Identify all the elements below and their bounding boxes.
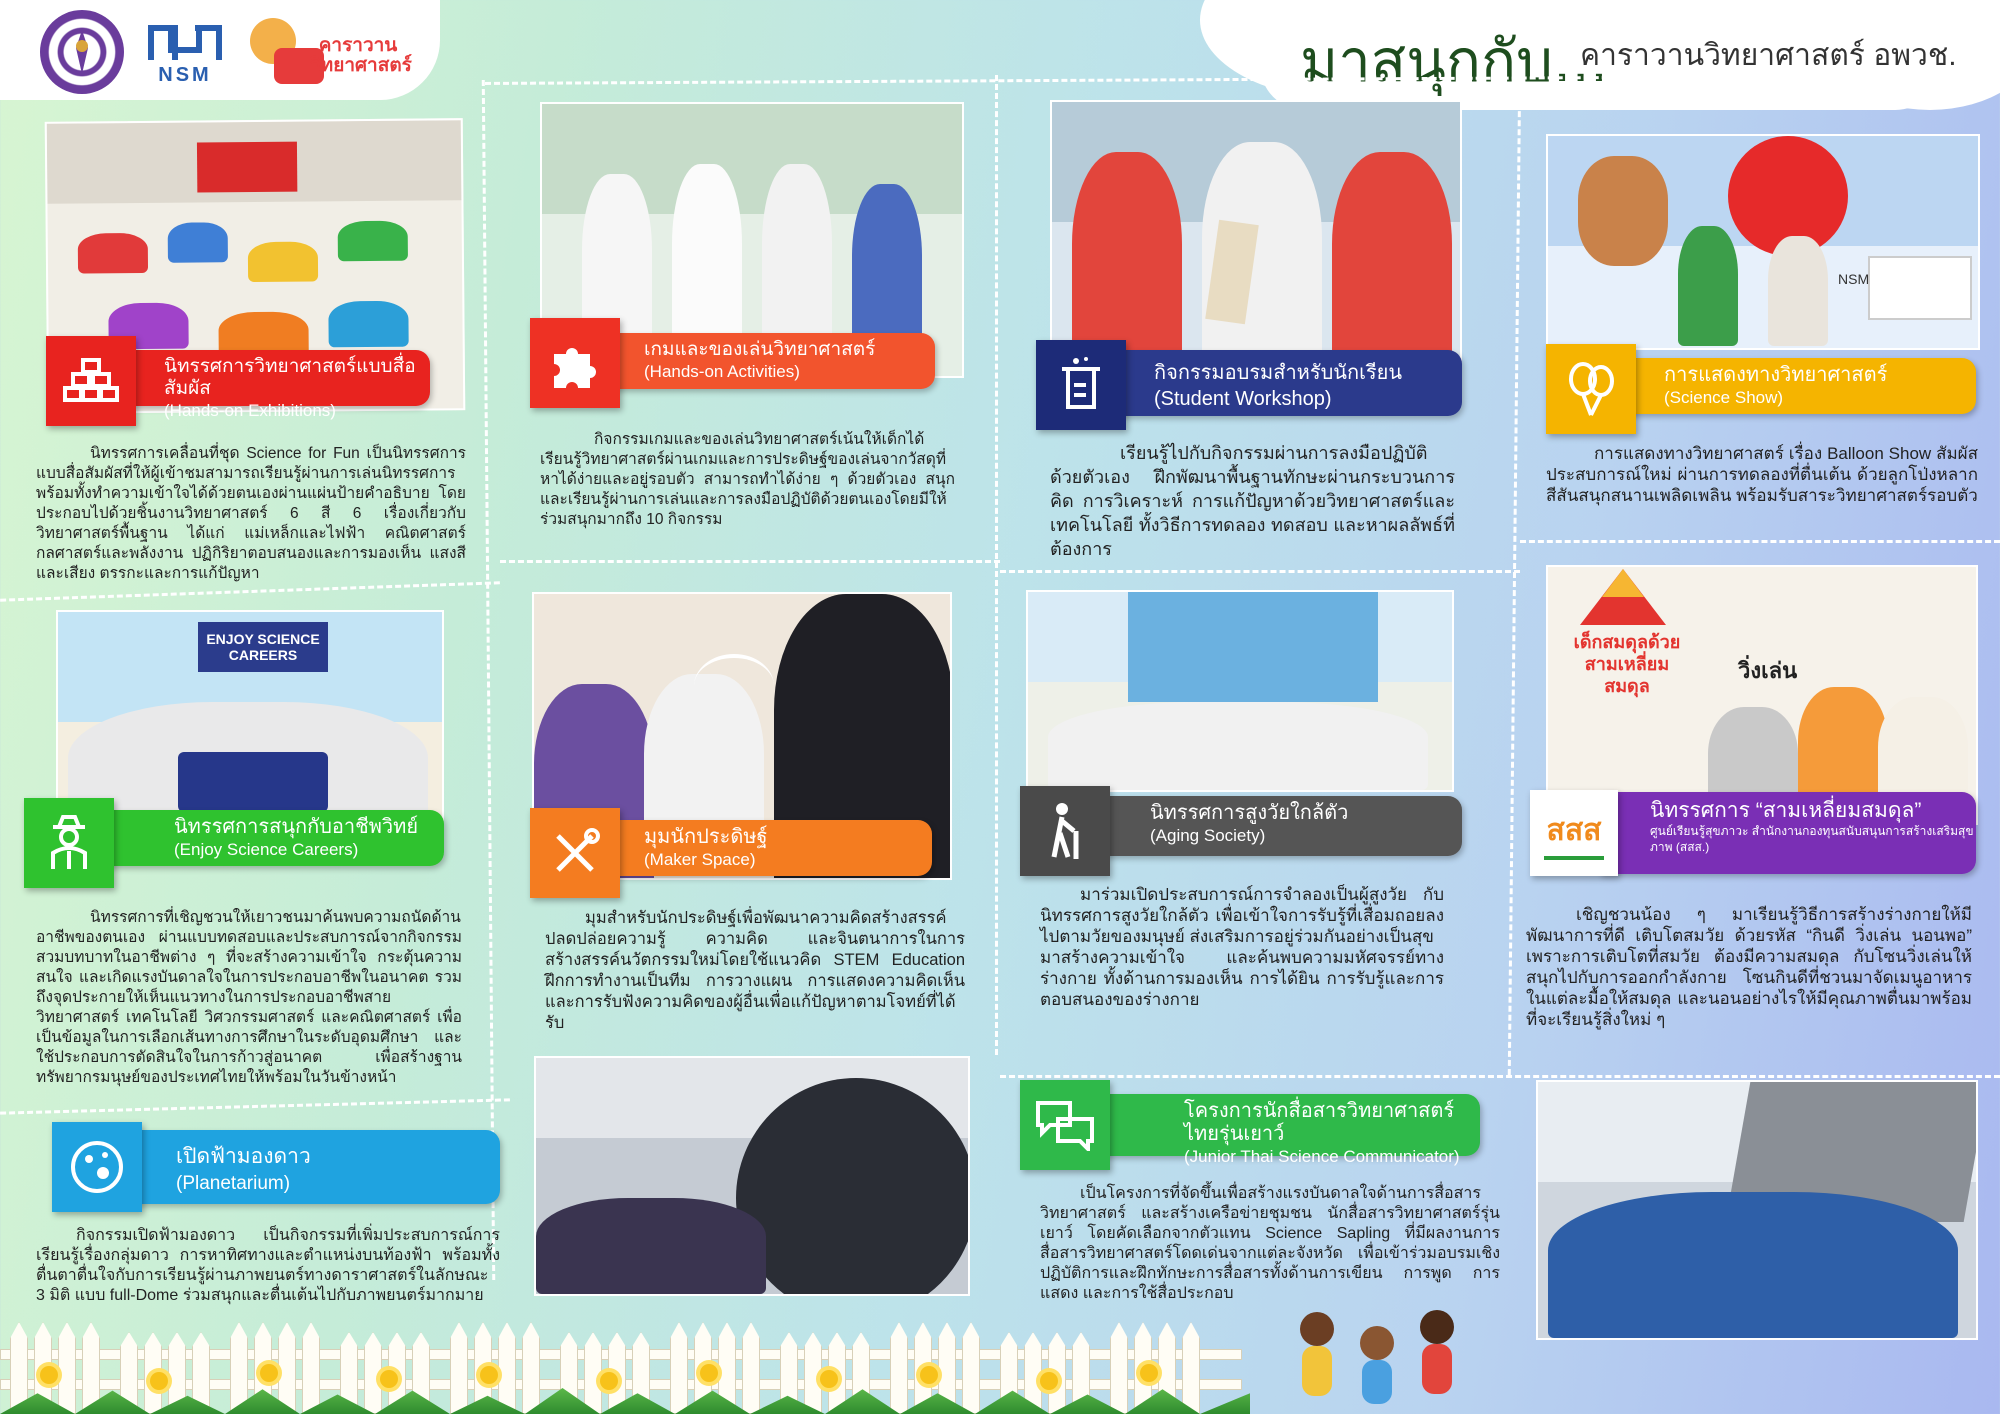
page-subtitle: คาราวานวิทยาศาสตร์ อพวช. (1580, 39, 1957, 72)
photo-balance-triangle: เด็กสมดุลด้วย สามเหลี่ยม สมดุล วิ่งเล่น (1546, 565, 1978, 825)
kids-illustration (1290, 1306, 1480, 1406)
section-title-aging: นิทรรศการสูงวัยใกล้ตัว (Aging Society) (1066, 796, 1462, 856)
moon-icon (52, 1122, 142, 1212)
divider (1000, 1075, 2000, 1078)
elder-icon (1020, 786, 1110, 876)
beaker-icon (1036, 340, 1126, 430)
tools-icon (530, 808, 620, 898)
section-title-exhibitions: นิทรรศการวิทยาศาสตร์แบบสื่อสัมผัส (Hands-on Exhibitions) (80, 350, 430, 406)
ministry-seal-logo (40, 10, 124, 94)
fence-decoration (0, 1314, 1250, 1414)
farmer-icon (24, 798, 114, 888)
divider (1520, 540, 2000, 543)
balloon-icon (1546, 344, 1636, 434)
section-title-activities: เกมและของเล่นวิทยาศาสตร์ (Hands-on Activities) (560, 333, 935, 389)
section-text-aging: มาร่วมเปิดประสบการณ์การจำลองเป็นผู้สูงวัย กับ นิทรรศการสูงวัยใกล้ตัว เพื่อเข้าใจการรับรู้ที่เสื่อมถอยลงไปตามวัยของมนุษย์ ส่งเสริมการอยู่ร่วมกันอย่างเป็นสุข มาสร้างความเข้าใจ และค้นพบความมหัศจรรย์ทางร่างกาย ทั้งด้านการมองเห็น การได้ยิน การรับรู้และการ ตอบสนองของร่างกาย (1040, 885, 1444, 1009)
divider (1508, 75, 1521, 1075)
section-title-planetarium: เปิดฟ้ามองดาว (Planetarium) (100, 1130, 500, 1204)
section-text-workshop: เรียนรู้ไปกับกิจกรรมผ่านการลงมือปฏิบัติด้วยตัวเอง ฝึกพัฒนาพื้นฐานทักษะผ่านกระบวนการคิด การวิเคราะห์ การแก้ปัญหาด้วยวิทยาศาสตร์และเทคโนโลยี ทั้งวิธีการทดลอง ทดสอบ และหาผลลัพธ์ที่ต้องการ (1050, 443, 1455, 559)
section-title-show: การแสดงทางวิทยาศาสตร์ (Science Show) (1580, 358, 1976, 414)
section-text-activities: กิจกรรมเกมและของเล่นวิทยาศาสตร์เน้นให้เด็กได้เรียนรู้วิทยาศาสตร์ผ่านเกมและการประดิษฐ์ของเล่นจากวัสดุที่หาได้ง่ายและอยู่รอบตัว สามารถทำได้ง่าย ๆ ด้วยตัวเอง สนุกและเรียนรู้ผ่านการเล่นและการลงมือปฏิบัติด้วยตนเองโดยมีให้ร่วมสนุกมากถึง 10 กิจกรรม (540, 431, 955, 528)
section-text-maker: มุมสำหรับนักประดิษฐ์เพื่อพัฒนาความคิดสร้างสรรค์ ปลดปล่อยความรู้ ความคิด และจินตนาการในการสร้างสรรค์นวัตกรรมใหม่โดยใช้แนวคิด STEM Education ฝึกการทำงานเป็นทีม การวางแผน การแสดงความคิดเห็นและการรับฟังความคิดของผู้อื่นเพื่อแก้ปัญหาตามโจทย์ที่ได้รับ (545, 909, 965, 1032)
logo-bar (0, 0, 440, 100)
nsm-logo: NSM (142, 10, 228, 96)
section-text-communicator: เป็นโครงการที่จัดขึ้นเพื่อสร้างแรงบันดาลใจด้านการสื่อสารวิทยาศาสตร์ และสร้างเครือข่ายชุมชน นักสื่อสารวิทยาศาสตร์รุ่นเยาว์ โดยคัดเลือกจากตัวแทน Science Sapling ที่มีผลงานการสื่อสารวิทยาศาสตร์โดดเด่นจากแต่ละจังหวัด เพื่อเข้าร่วมอบรมเชิงปฏิบัติการและฝึกทักษะการสื่อสารทั้งด้านการเขียน การพูด การแสดง และการใช้สื่อประกอบ (1040, 1185, 1500, 1302)
photo-balloon-show: NSM (1546, 134, 1980, 350)
blocks-icon (46, 336, 136, 426)
chat-icon (1020, 1080, 1110, 1170)
photo-planetarium-dome (534, 1056, 970, 1296)
section-title-maker: มุมนักประดิษฐ์ (Maker Space) (560, 820, 932, 876)
section-text-show: การแสดงทางวิทยาศาสตร์ เรื่อง Balloon Show สัมผัสประสบการณ์ใหม่ ผ่านการทดลองที่ตื่นเต้น ด้วยลูกโป่งหลากสีสันสนุกสนานเพลิดเพลิน พร้อมรับสาระวิทยาศาสตร์รอบตัว (1546, 444, 1978, 505)
page-title: มาสนุกกับ... (1300, 27, 1609, 95)
photo-science-careers: ENJOY SCIENCE CAREERS (56, 610, 444, 854)
section-text-careers: นิทรรศการที่เชิญชวนให้เยาวชนมาค้นพบความถนัดด้านอาชีพของตนเอง ผ่านแบบทดสอบและประสบการณ์จากกิจกรรมสวมบทบาทในอาชีพต่าง ๆ ที่จะสร้างความเข้าใจ กระตุ้นความสนใจ และเกิดแรงบันดาลใจในการประกอบอาชีพในอนาคต รวมถึงจุดประกายให้เห็นแนวทางในการประกอบอาชีพสายวิทยาศาสตร์ เทคโนโลยี วิศวกรรมศาสตร์ และคณิตศาสตร์ เพื่อเป็นข้อมูลในการเลือกเส้นทางการศึกษาในระดับอุดมศึกษา และใช้ประกอบการตัดสินใจในการก้าวสู่อนาคต เพื่อสร้างฐานทรัพยากรมนุษย์ของประเทศไทยให้พร้อมในวันข้างหน้า (36, 909, 462, 1086)
section-title-balance: นิทรรศการ “สามเหลี่ยมสมดุล” ศูนย์เรียนรู้สุขภาวะ สำนักงานกองทุนสนับสนุนการสร้างเสริมสุขภาพ (สสส.) (1600, 792, 1976, 874)
divider (995, 75, 998, 1055)
divider (1000, 570, 1520, 573)
divider (0, 581, 500, 601)
sss-logo: สสส (1530, 790, 1618, 876)
caravan-logo: คาราวาน วิทยาศาสตร์ (246, 8, 406, 94)
photo-aging-society (1026, 590, 1454, 792)
puzzle-icon (530, 318, 620, 408)
photo-communicator-group (1536, 1080, 1978, 1340)
divider (0, 1098, 510, 1114)
section-text-planetarium: กิจกรรมเปิดฟ้ามองดาว เป็นกิจกรรมที่เพิ่มประสบการณ์การเรียนรู้เรื่องกลุ่มดาว การหาทิศทางและตำแหน่งบนท้องฟ้า พร้อมทั้งตื่นตาตื่นใจกับการเรียนรู้ผ่านภาพยนตร์ทางดาราศาสตร์ในลักษณะ 3 มิติ แบบ full-Dome ร่วมสนุกและตื่นเต้นไปกับภาพยนตร์มากมาย (36, 1227, 500, 1304)
section-title-workshop: กิจกรรมอบรมสำหรับนักเรียน (Student Workshop) (1070, 350, 1462, 416)
section-text-exhibitions: นิทรรศการเคลื่อนที่ชุด Science for Fun เป็นนิทรรศการแบบสื่อสัมผัสที่ให้ผู้เข้าชมสามารถเรียนรู้ผ่านการเล่นนิทรรศการ พร้อมทั้งทำความเข้าใจได้ด้วยตนเองผ่านแผ่นป้ายคำอธิบาย โดยประกอบไปด้วยชิ้นงานวิทยาศาสตร์ 6 สี 6 เรื่องเกี่ยวกับวิทยาศาสตร์พื้นฐาน ได้แก่ แม่เหล็กและไฟฟ้า คณิตศาสตร์ กลศาสตร์และพลังงาน ปฏิกิริยาตอบสนองและการมองเห็น แสงสีและเสียง ตรรกะและการแก้ปัญหา (36, 445, 466, 582)
section-title-communicator: โครงการนักสื่อสารวิทยาศาสตร์ไทยรุ่นเยาว์ (Junior Thai Science Communicator) (1100, 1094, 1480, 1156)
section-title-careers: นิทรรศการสนุกกับอาชีพวิทย์ (Enjoy Science Careers) (90, 810, 444, 866)
divider (500, 560, 1000, 563)
section-text-balance: เชิญชวนน้อง ๆ มาเรียนรู้วิธีการสร้างร่างกายให้มีพัฒนาการที่ดี เติบโตสมวัย ด้วยรหัส “กินดี วิ่งเล่น นอนพอ” เพราะการเติบโตที่สมวัย ต้องมีความสมดุล กับโซนวิ่งเล่นให้สนุกไปกับการออกกำลังกาย โซนกินดีที่ชวนมาจัดเมนูอาหารในแต่ละมื้อให้สมดุล และนอนอย่างไรให้มีคุณภาพตื่นมาพร้อมที่จะเรียนรู้สิ่งใหม่ ๆ (1526, 905, 1972, 1029)
